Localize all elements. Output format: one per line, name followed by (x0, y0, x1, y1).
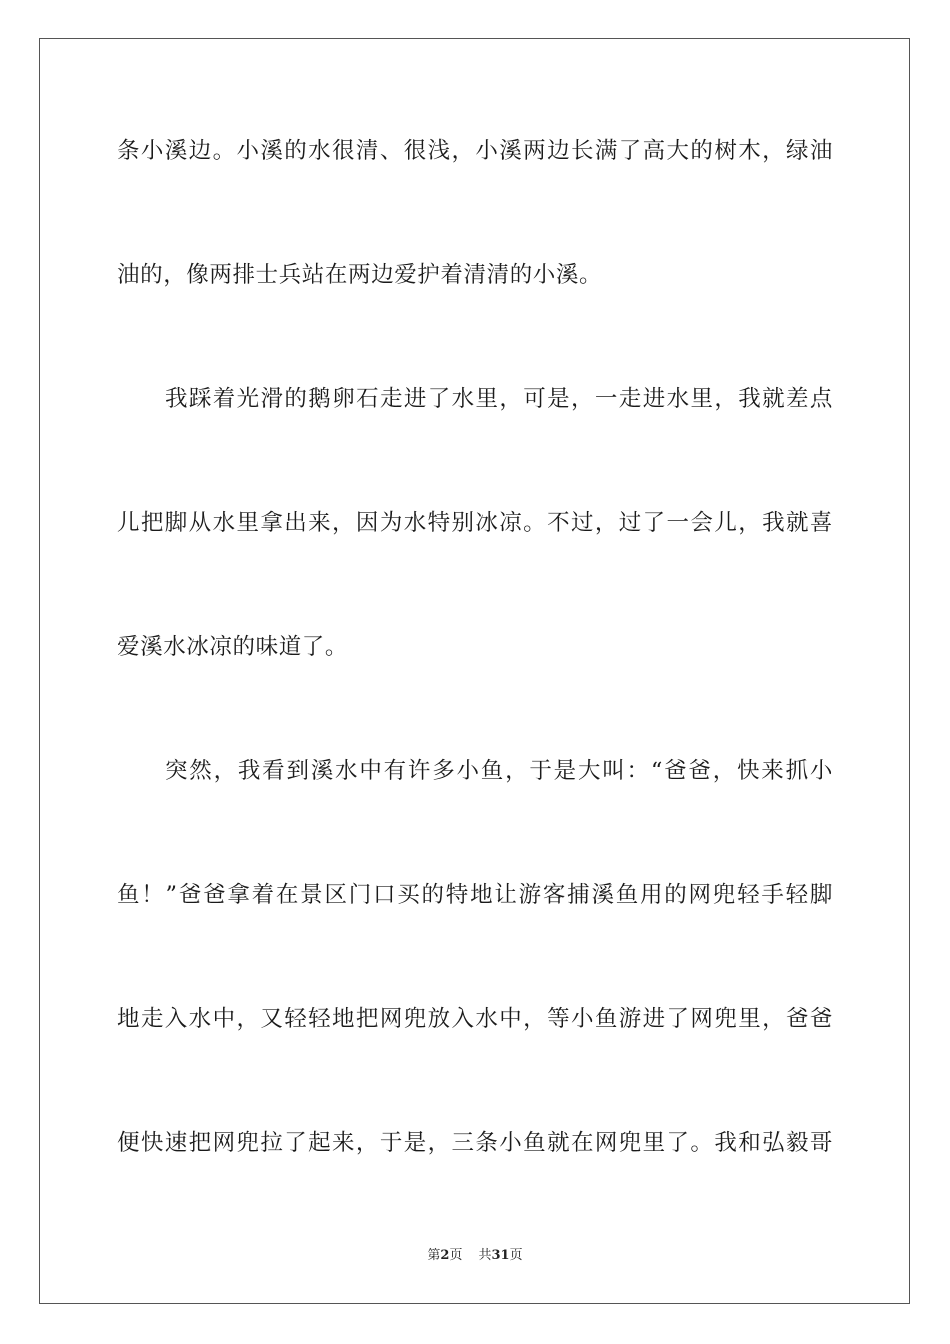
text-line-5: 爱溪水冰凉的味道了。 (117, 634, 349, 660)
text-line-4: 儿把脚从水里拿出来，因为水特别冰凉。不过，过了一会儿，我就喜 (117, 510, 833, 536)
page-footer (0, 1247, 950, 1265)
text-line-9: 便快速把网兜拉了起来，于是，三条小鱼就在网兜里了。我和弘毅哥 (117, 1130, 833, 1156)
page-border (39, 38, 910, 1304)
text-line-2: 油的，像两排士兵站在两边爱护着清清的小溪。 (117, 262, 603, 288)
page-suffix: 页 (449, 1248, 463, 1263)
text-line-1: 条小溪边。小溪的水很清、很浅，小溪两边长满了高大的树木，绿油 (117, 138, 833, 164)
total-prefix: 共 (478, 1248, 492, 1263)
page-prefix: 第 (427, 1248, 441, 1263)
text-line-6: 突然，我看到溪水中有许多小鱼，于是大叫：“爸爸，快来抓小 (165, 758, 833, 784)
page-number: 2 (440, 1248, 450, 1263)
total-suffix: 页 (509, 1248, 523, 1263)
total-pages: 31 (491, 1248, 510, 1263)
text-line-7: 鱼！”爸爸拿着在景区门口买的特地让游客捕溪鱼用的网兜轻手轻脚 (117, 882, 833, 908)
text-line-3: 我踩着光滑的鹅卵石走进了水里，可是，一走进水里，我就差点 (165, 386, 833, 412)
text-line-8: 地走入水中，又轻轻地把网兜放入水中，等小鱼游进了网兜里，爸爸 (117, 1006, 833, 1032)
